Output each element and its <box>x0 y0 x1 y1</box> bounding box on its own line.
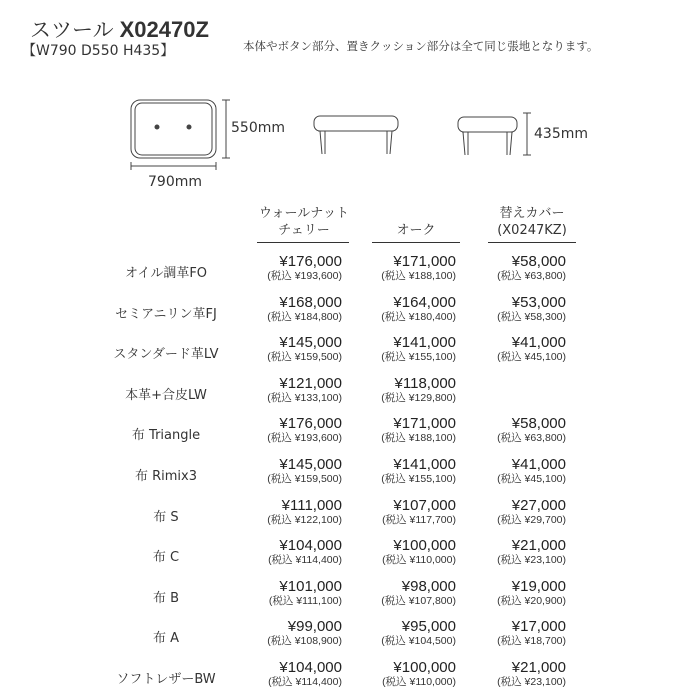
tax-included-price: (税込 ¥114,400) <box>268 676 342 688</box>
price-value: ¥171,000 <box>393 253 456 270</box>
price-cell <box>346 618 456 648</box>
price-value: ¥164,000 <box>393 293 456 311</box>
width-dimension-line <box>131 162 216 170</box>
price-cell <box>232 578 342 608</box>
price-value: ¥99,000 <box>287 618 342 636</box>
price-cell <box>232 415 342 445</box>
column-header-line1: ウォールナット <box>259 206 349 221</box>
dimensions-text: 【W790 D550 H435】 <box>22 43 175 59</box>
stool-drawings <box>0 0 700 200</box>
height-label: 435mm <box>534 126 588 142</box>
front-view-drawing <box>314 116 398 154</box>
width-label: 790mm <box>148 174 202 190</box>
row-label: 布 S <box>153 509 179 525</box>
tax-included-price: (税込 ¥45,100) <box>497 473 566 485</box>
title-text: スツール <box>30 18 114 42</box>
price-cell <box>232 659 342 689</box>
tax-included-price: (税込 ¥155,100) <box>381 473 456 485</box>
price-value: ¥104,000 <box>279 659 342 676</box>
price-value: ¥21,000 <box>511 537 566 555</box>
price-value: ¥121,000 <box>279 374 342 392</box>
row-label: ソフトレザーBW <box>116 672 216 687</box>
price-cell <box>346 456 456 486</box>
tax-included-price: (税込 ¥155,100) <box>381 351 456 364</box>
price-cell <box>346 253 456 283</box>
price-value: ¥101,000 <box>279 577 342 595</box>
tax-included-price: (税込 ¥122,100) <box>267 513 342 526</box>
column-header-walnut-cherry <box>254 205 354 239</box>
price-value: ¥58,000 <box>511 253 566 270</box>
tax-included-price: (税込 ¥180,400) <box>381 310 456 323</box>
price-cell <box>232 456 342 486</box>
price-value: ¥98,000 <box>401 577 456 595</box>
price-cell <box>346 659 456 689</box>
price-value: ¥17,000 <box>511 618 566 636</box>
row-label: 本革+合皮LW <box>125 387 207 403</box>
row-label: 布 A <box>152 631 180 647</box>
price-value: ¥176,000 <box>279 253 342 270</box>
row-label: 布 Rimix3 <box>134 469 198 484</box>
model-number: X02470Z <box>119 17 209 42</box>
tax-included-price: (税込 ¥188,100) <box>381 270 456 282</box>
top-view-drawing <box>131 100 216 158</box>
column-underline <box>372 242 460 243</box>
tax-included-price: (税込 ¥117,700) <box>382 513 456 526</box>
price-value: ¥100,000 <box>393 537 456 555</box>
tax-included-price: (税込 ¥129,800) <box>381 391 456 404</box>
price-cell <box>456 456 566 486</box>
tax-included-price: (税込 ¥159,500) <box>267 351 342 364</box>
price-cell <box>456 334 566 364</box>
price-cell <box>346 497 456 527</box>
price-cell <box>232 618 342 648</box>
tax-included-price: (税込 ¥193,600) <box>267 432 342 445</box>
price-value: ¥27,000 <box>511 496 566 514</box>
price-cell <box>346 578 456 608</box>
column-underline <box>257 242 349 243</box>
side-view-drawing <box>458 117 517 155</box>
price-cell <box>456 537 566 567</box>
price-value: ¥107,000 <box>393 496 456 514</box>
height-dimension-line <box>523 113 531 155</box>
tax-included-price: (税込 ¥133,100) <box>267 391 342 404</box>
column-underline <box>488 242 576 243</box>
column-header-line2: チェリー <box>278 223 330 238</box>
tax-included-price: (税込 ¥63,800) <box>497 270 566 282</box>
row-label: スタンダード革LV <box>113 347 219 363</box>
price-value: ¥53,000 <box>511 293 566 311</box>
tax-included-price: (税込 ¥188,100) <box>381 432 456 445</box>
column-header-line1: 替えカバー <box>499 206 565 221</box>
column-header-line2: (X0247KZ) <box>497 223 567 238</box>
price-cell <box>232 497 342 527</box>
price-value: ¥145,000 <box>279 456 342 473</box>
price-value: ¥141,000 <box>393 456 456 473</box>
price-value: ¥145,000 <box>279 334 342 352</box>
column-header-cover <box>484 205 580 239</box>
row-label: オイル調革FO <box>124 266 208 281</box>
tax-included-price: (税込 ¥110,000) <box>382 676 456 688</box>
depth-label: 550mm <box>231 120 285 136</box>
price-cell <box>346 334 456 364</box>
price-cell <box>232 253 342 283</box>
price-cell <box>346 375 456 405</box>
price-value: ¥176,000 <box>279 415 342 433</box>
price-cell <box>232 334 342 364</box>
price-cell <box>232 537 342 567</box>
price-value: ¥21,000 <box>511 659 566 676</box>
price-value: ¥118,000 <box>394 374 456 392</box>
tax-included-price: (税込 ¥23,100) <box>497 676 566 688</box>
tax-included-price: (税込 ¥193,600) <box>267 270 342 282</box>
column-header-oak <box>370 222 462 239</box>
tax-included-price: (税込 ¥184,800) <box>267 310 342 323</box>
row-label: 布 B <box>152 590 180 606</box>
tax-included-price: (税込 ¥107,800) <box>381 594 456 607</box>
tax-included-price: (税込 ¥63,800) <box>497 432 566 445</box>
tax-included-price: (税込 ¥159,500) <box>267 473 342 485</box>
price-value: ¥100,000 <box>393 659 456 676</box>
tax-included-price: (税込 ¥114,400) <box>268 554 342 567</box>
depth-dimension-line <box>222 100 230 158</box>
price-cell <box>232 375 342 405</box>
price-cell <box>346 415 456 445</box>
tax-included-price: (税込 ¥20,900) <box>497 594 566 607</box>
price-value: ¥171,000 <box>393 415 456 433</box>
price-cell <box>456 497 566 527</box>
tax-included-price: (税込 ¥104,500) <box>381 635 456 648</box>
row-label: 布 Triangle <box>131 428 201 444</box>
price-value: ¥141,000 <box>393 334 456 352</box>
row-label: 布 C <box>152 550 180 566</box>
tax-included-price: (税込 ¥108,900) <box>267 635 342 648</box>
tax-included-price: (税込 ¥29,700) <box>497 513 566 526</box>
tax-included-price: (税込 ¥58,300) <box>497 310 566 323</box>
tax-included-price: (税込 ¥111,100) <box>268 594 342 607</box>
price-cell <box>456 618 566 648</box>
price-value: ¥104,000 <box>279 537 342 555</box>
price-value: ¥168,000 <box>279 293 342 311</box>
price-cell <box>346 294 456 324</box>
price-value: ¥41,000 <box>511 456 566 473</box>
price-cell <box>456 659 566 689</box>
tax-included-price: (税込 ¥45,100) <box>497 351 566 364</box>
price-cell <box>456 415 566 445</box>
price-cell <box>456 294 566 324</box>
price-value: ¥95,000 <box>401 618 456 636</box>
price-cell <box>232 294 342 324</box>
price-value: ¥58,000 <box>511 415 566 433</box>
column-header-line1: オーク <box>396 223 436 238</box>
price-value: ¥19,000 <box>511 577 566 595</box>
price-value: ¥41,000 <box>511 334 566 352</box>
price-value: ¥111,000 <box>281 496 342 514</box>
price-cell <box>456 253 566 283</box>
price-cell <box>456 578 566 608</box>
tax-included-price: (税込 ¥110,000) <box>382 554 456 567</box>
tax-included-price: (税込 ¥18,700) <box>497 635 566 648</box>
price-cell <box>346 537 456 567</box>
tax-included-price: (税込 ¥23,100) <box>497 554 566 567</box>
row-label: セミアニリン革FJ <box>115 306 217 322</box>
fabric-note: 本体やボタン部分、置きクッション部分は全て同じ張地となります。 <box>243 39 599 53</box>
